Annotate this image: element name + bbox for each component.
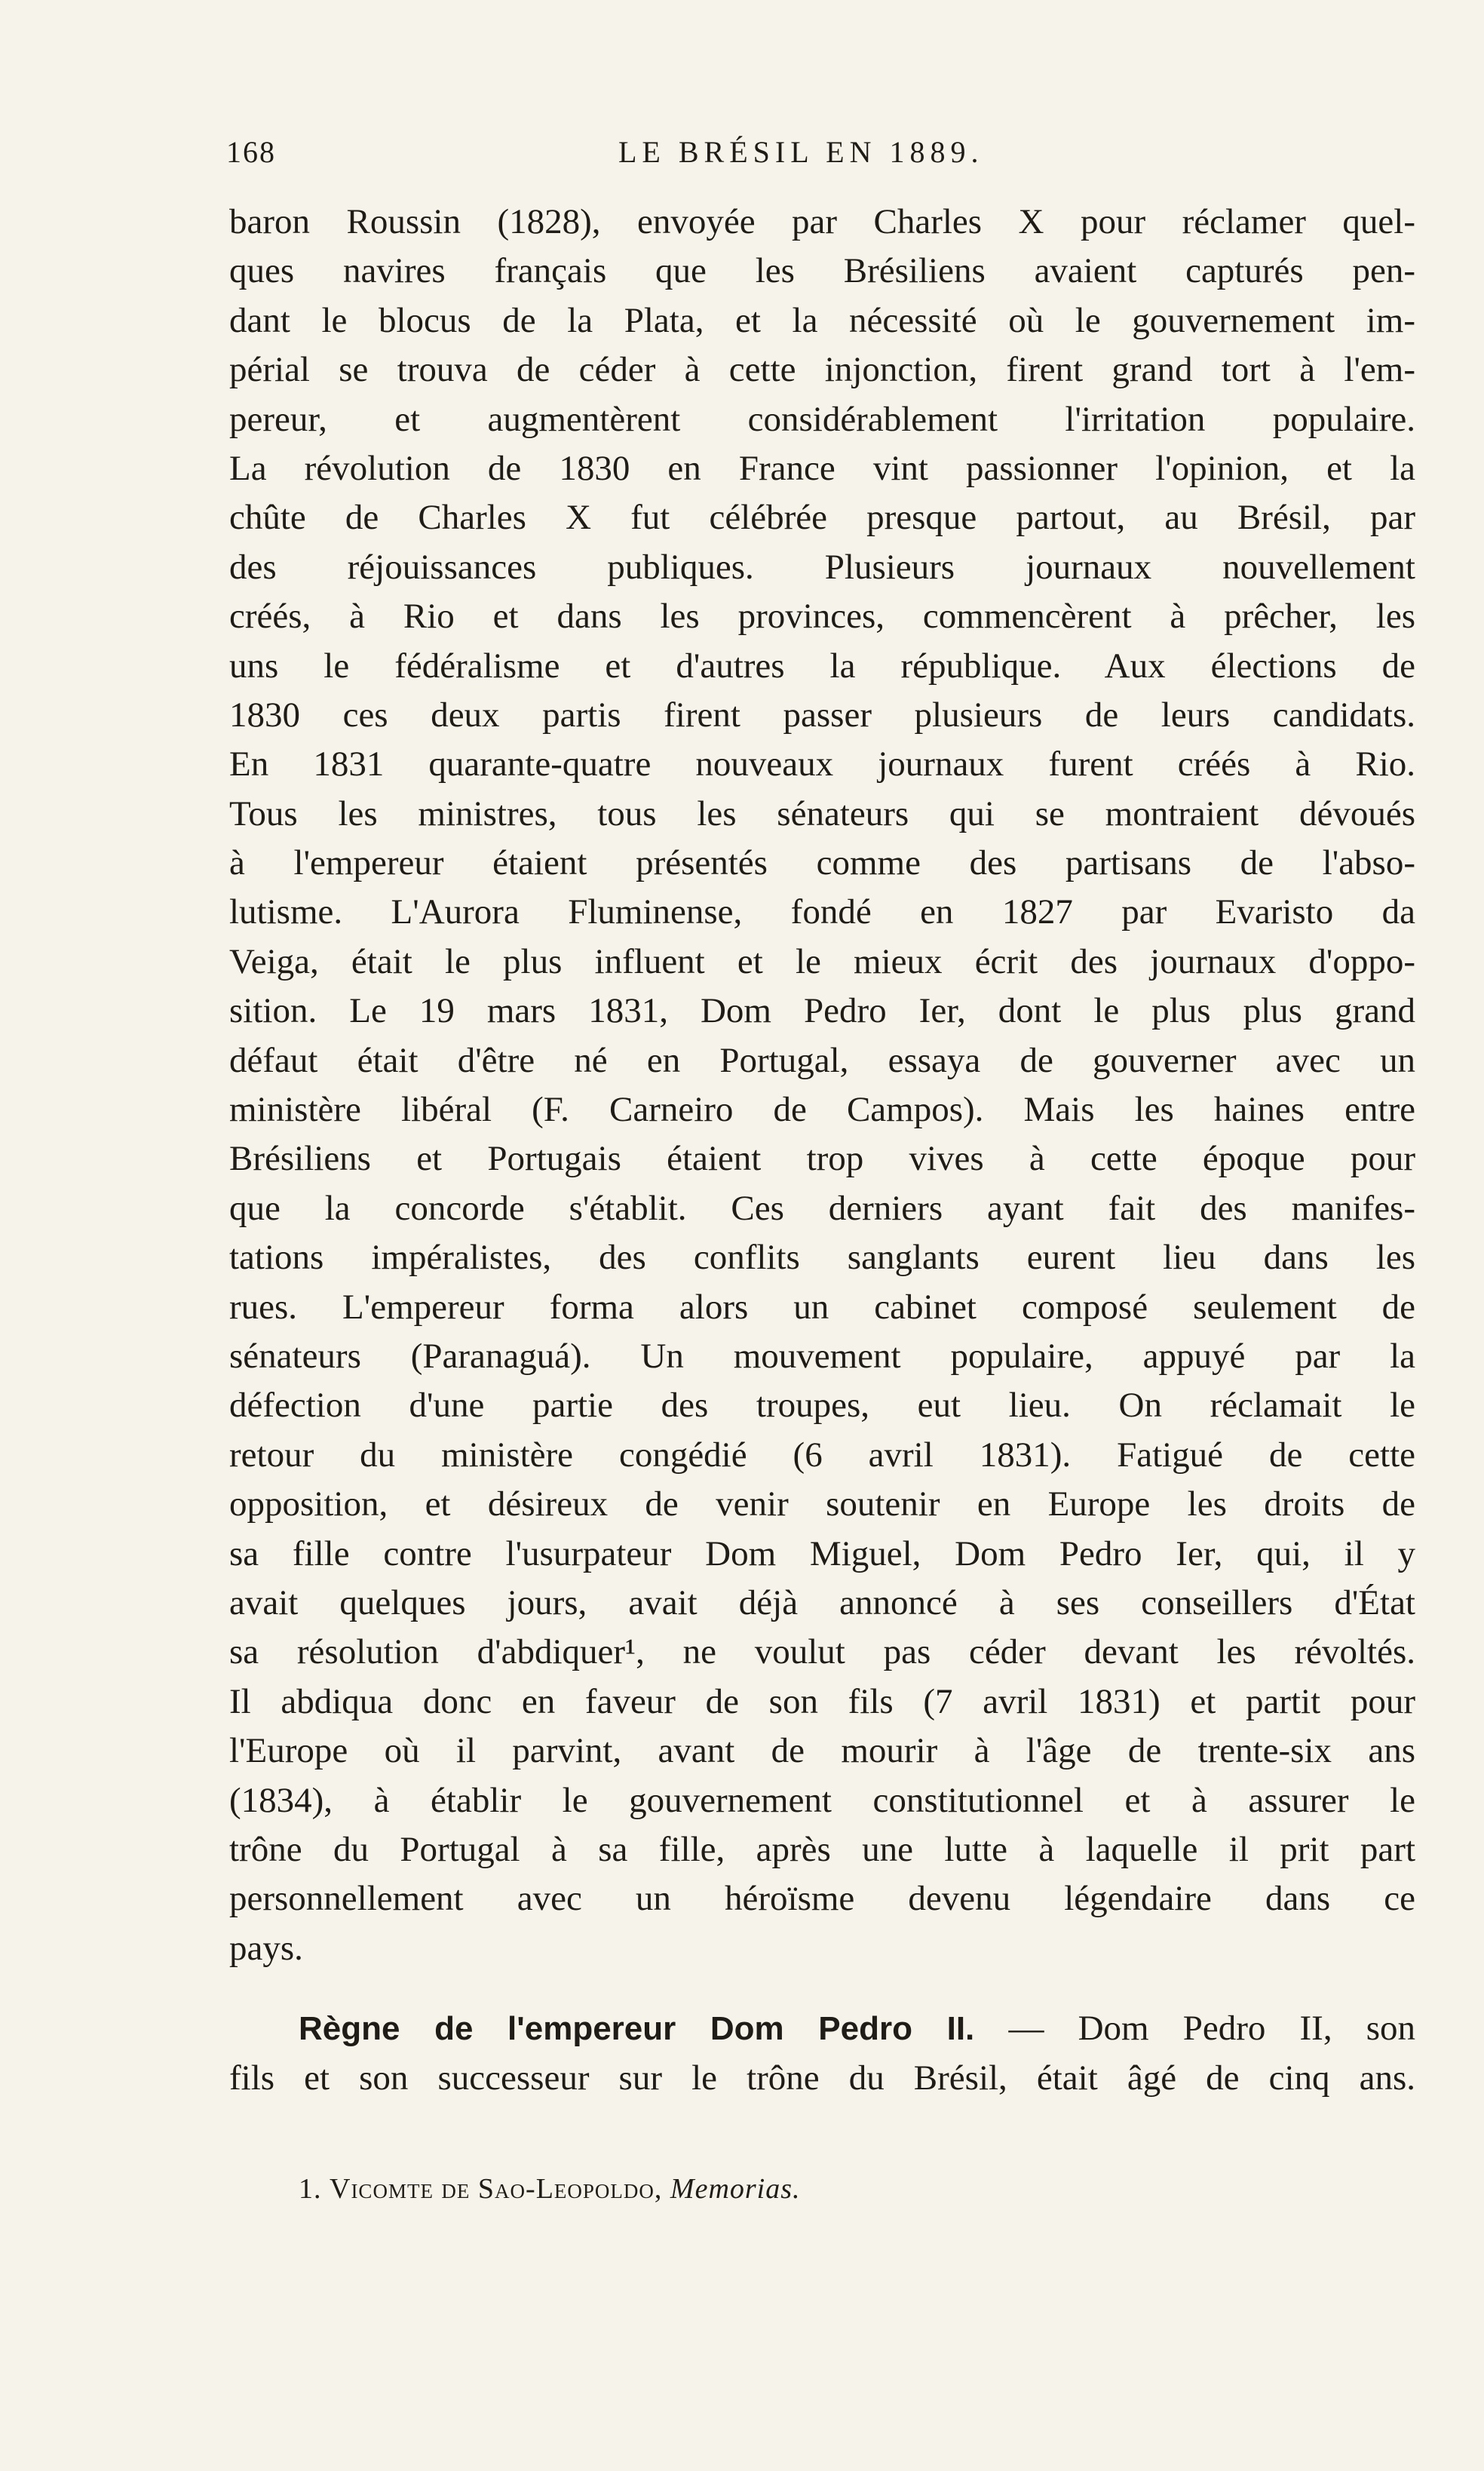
section-first-line-text: — Dom Pedro II, son <box>1008 2009 1416 2048</box>
text-line: sénateurs (Paranaguá). Un mouvement populaire, appuyé par la <box>229 1336 1415 1376</box>
text-line: défaut était d'être né en Portugal, essaya de gouverner avec un <box>229 1040 1415 1080</box>
text-line: Brésiliens et Portugais étaient trop vives à cette époque pour <box>229 1139 1415 1179</box>
text-line: Tous les ministres, tous les sénateurs qui se montraient dévoués <box>229 793 1415 833</box>
text-line: Il abdiqua donc en faveur de son fils (7 avril 1831) et partit pour <box>229 1681 1415 1721</box>
running-title: LE BRÉSIL EN 1889. <box>618 135 984 169</box>
text-line: rues. L'empereur forma alors un cabinet composé seulement de <box>229 1287 1415 1327</box>
text-line: l'Europe où il parvint, avant de mourir à l'âge de trente-six ans <box>229 1731 1415 1771</box>
text-line: défection d'une partie des troupes, eut lieu. On réclamait le <box>229 1386 1415 1426</box>
body-text <box>229 198 1415 1973</box>
text-line: retour du ministère congédié (6 avril 1831). Fatigué de cette <box>229 1435 1415 1475</box>
text-line: personnellement avec un héroïsme devenu légendaire dans ce <box>229 1879 1415 1919</box>
text-line: dant le blocus de la Plata, et la nécessité où le gouvernement im- <box>229 300 1415 340</box>
text-line: ques navires français que les Brésiliens avaient capturés pen- <box>229 251 1415 291</box>
page-number: 168 <box>226 135 276 169</box>
text-line: pays. <box>229 1928 303 1968</box>
text-line: 1830 ces deux partis firent passer plusieurs de leurs candidats. <box>229 695 1415 735</box>
footnote <box>299 2172 801 2205</box>
text-line: sa résolution d'abdiquer¹, ne voulut pas céder devant les révoltés. <box>229 1632 1415 1672</box>
text-line: périal se trouva de céder à cette injonction, firent grand tort à l'em- <box>229 350 1415 390</box>
text-line: pereur, et augmentèrent considérablement l'irritation populaire. <box>229 399 1415 439</box>
text-line: uns le fédéralisme et d'autres la république. Aux élections de <box>229 646 1415 686</box>
text-line: sition. Le 19 mars 1831, Dom Pedro Ier, dont le plus plus grand <box>229 991 1415 1031</box>
text-line: En 1831 quarante-quatre nouveaux journaux furent créés à Rio. <box>229 744 1415 784</box>
text-line: tations impéralistes, des conflits sanglants eurent lieu dans les <box>229 1238 1415 1278</box>
text-line: avait quelques jours, avait déjà annoncé à ses conseillers d'État <box>229 1582 1415 1622</box>
text-line: des réjouissances publiques. Plusieurs journaux nouvellement <box>229 547 1415 587</box>
footnote-number: 1. <box>299 2173 322 2205</box>
text-line: opposition, et désireux de venir soutenir en Europe les droits de <box>229 1484 1415 1524</box>
section-title: Règne de l'empereur Dom Pedro II. <box>299 2010 975 2047</box>
text-line: que la concorde s'établit. Ces derniers ayant fait des manifes- <box>229 1188 1415 1228</box>
text-line: à l'empereur étaient présentés comme des partisans de l'abso- <box>229 843 1415 883</box>
text-line: baron Roussin (1828), envoyée par Charles X pour réclamer quel- <box>229 202 1415 241</box>
section-block <box>229 2003 1416 2103</box>
text-line: chûte de Charles X fut célébrée presque partout, au Brésil, par <box>229 498 1415 538</box>
footnote-work: Memorias. <box>670 2173 801 2205</box>
text-line: (1834), à établir le gouvernement constitutionnel et à assurer le <box>229 1780 1415 1820</box>
text-line: Veiga, était le plus influent et le mieux écrit des journaux d'oppo- <box>229 941 1415 981</box>
footnote-author: Vicomte de Sao-Leopoldo, <box>330 2173 663 2205</box>
page-header <box>226 134 1418 180</box>
text-line: lutisme. L'Aurora Fluminense, fondé en 1827 par Evaristo da <box>229 892 1415 932</box>
text-line: trône du Portugal à sa fille, après une lutte à laquelle il prit part <box>229 1829 1415 1869</box>
section-second-line: fils et son successeur sur le trône du Brésil, était âgé de cinq ans. <box>229 2058 1415 2098</box>
section-first-line <box>299 2003 1415 2053</box>
text-line: créés, à Rio et dans les provinces, commencèrent à prêcher, les <box>229 597 1415 637</box>
text-line: La révolution de 1830 en France vint passionner l'opinion, et la <box>229 448 1415 488</box>
text-line: ministère libéral (F. Carneiro de Campos). Mais les haines entre <box>229 1090 1415 1130</box>
text-line: sa fille contre l'usurpateur Dom Miguel, Dom Pedro Ier, qui, il y <box>229 1533 1415 1573</box>
